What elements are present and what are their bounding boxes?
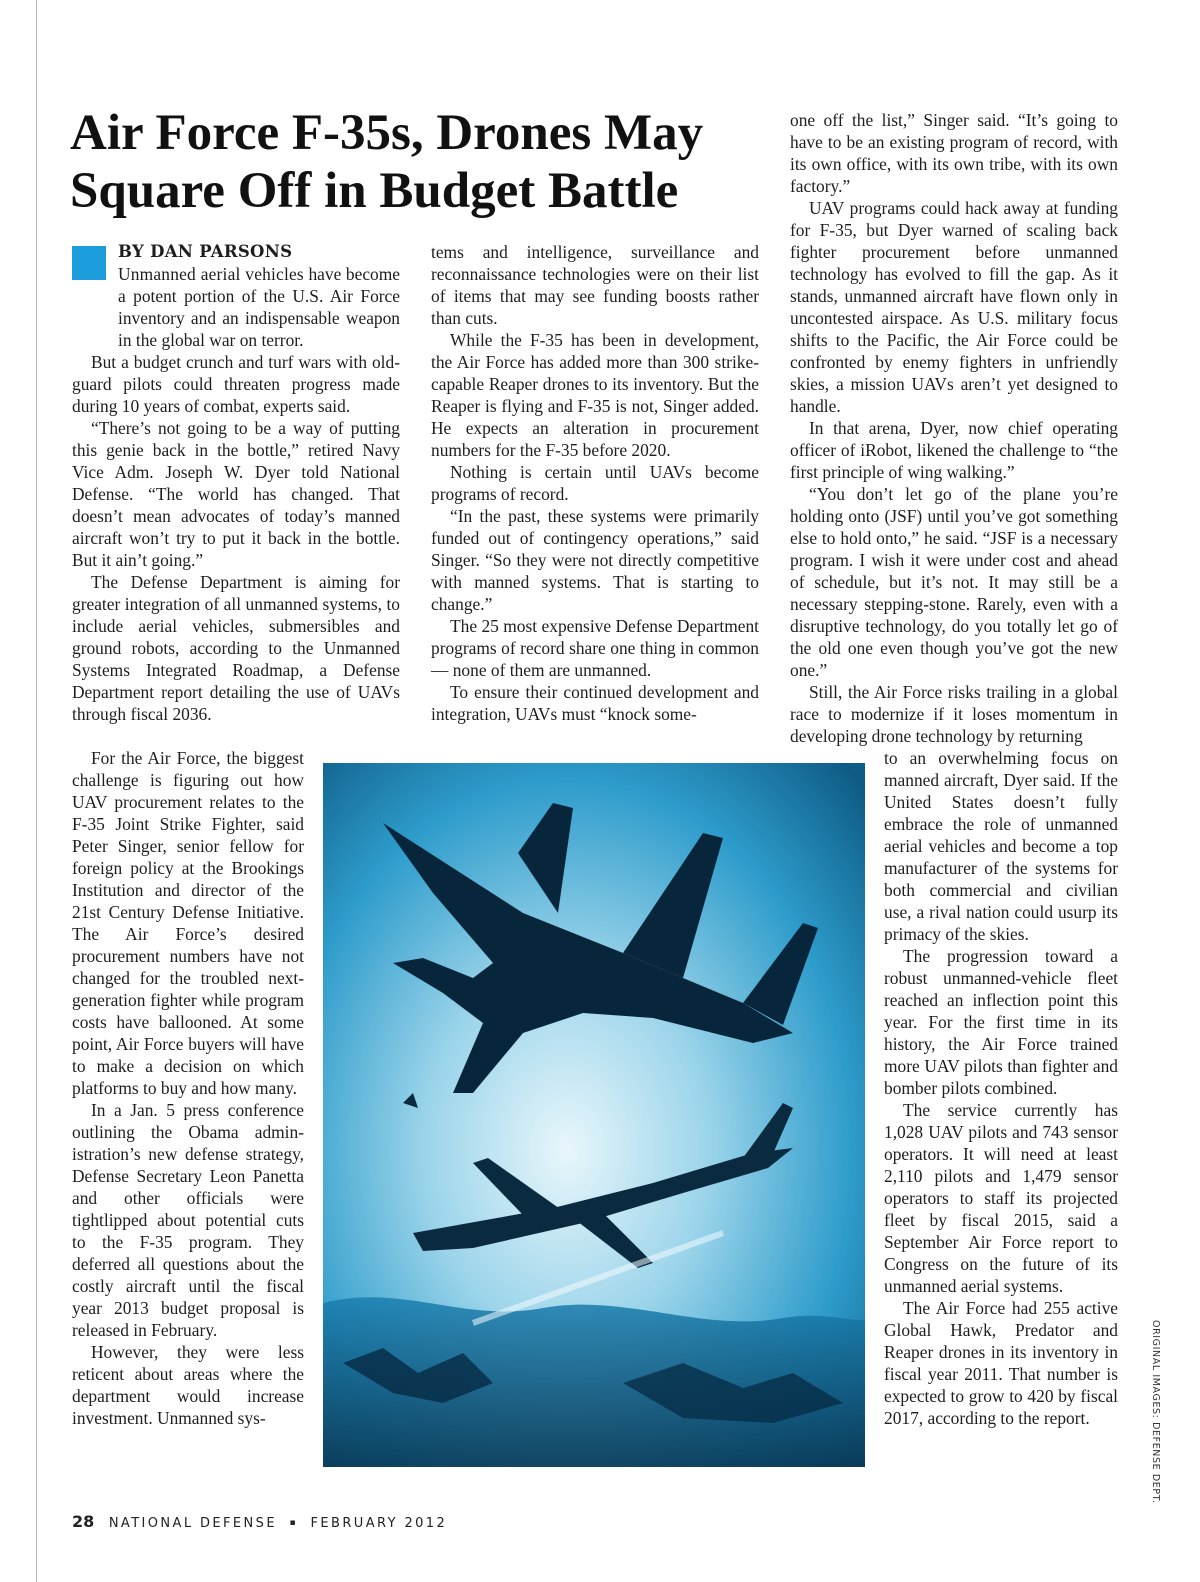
paragraph: To ensure their continued development and integration, UAVs must “knock some- [431,682,759,724]
page-margin-rule [36,0,37,1582]
paragraph: one off the list,” Singer said. “It’s going to have to be an existing program of record, with its own office, with its own tribe, with its own factory.” [790,110,1118,196]
fighter-and-drone-illustration [323,763,865,1467]
paragraph: But a budget crunch and turf wars with old-guard pilots could threaten progress made during 10 years of combat, experts said. [72,352,400,416]
paragraph: While the F-35 has been in development, the Air Force has added more than 300 strike-capable Reaper drones to its inventory. But the Reaper is flying and F-35 is not, Singer added. He expects an alteration in procurement numbers for the F-35 before 2020. [431,330,759,460]
headline-line-2: Square Off in Budget Battle [70,163,679,219]
paragraph: The Air Force had 255 active Global Hawk, Predator and Reaper drones in its inventory in fiscal year 2011. That number is expected to grow to 420 by fiscal 2017, according to the report. [884,1298,1118,1428]
paragraph: Nothing is certain until UAVs become programs of record. [431,462,759,504]
paragraph: UAV programs could hack away at funding for F-35, but Dyer warned of scaling back fighter procurement before unmanned technology has evolved to fill the gap. As it stands, unmanned aircraft have flown only in uncontested airspace. As U.S. military focus shifts to the Pacific, the Air Force could be confronted by enemy fighters in unfriendly skies, a mission UAVs aren’t yet designed to handle. [790,198,1118,416]
article-headline [70,104,760,220]
headline-line-1: Air Force F-35s, Drones May [70,105,704,161]
paragraph: The 25 most expensive Defense Department programs of record share one thing in common — none of them are unmanned. [431,616,759,680]
paragraph: “In the past, these systems were primarily funded out of contingency operations,” said Singer. “So they were not directly competitive with manned systems. That is starting to change.” [431,506,759,614]
lead-in-text: Unmanned aerial vehicles [118,264,304,284]
paragraph: However, they were less reticent about areas where the department would increase investment. Unmanned sys- [72,1342,304,1428]
paragraph: “You don’t let go of the plane you’re holding onto (JSF) until you’ve got something else to hold onto,” he said. “JSF is a necessary program. I wish it were under cost and ahead of schedule, but it’s not. It may still be a necessary stepping-stone. Rarely, even with a disruptive technology, do you totally let go of the old one even though you’ve got the new one.” [790,484,1118,680]
page-footer [72,1512,447,1531]
publication-name: NATIONAL DEFENSE [108,1516,277,1531]
footer-separator: ▪ [289,1518,298,1528]
paragraph: In that arena, Dyer, now chief operating officer of iRobot, likened the challenge to “the first principle of wing walking.” [790,418,1118,482]
issue-date: FEBRUARY 2012 [310,1516,448,1531]
column-1-top [72,241,400,725]
lead-paragraph-start: have become a potent portion of the U.S. Air Force inventory and an indispensable weapon in the global war on terror. [118,264,400,350]
byline: BY DAN PARSONS [118,242,293,261]
article-photo-illustration [323,763,865,1467]
paragraph: Still, the Air Force risks trailing in a global race to modernize if it loses momentum in developing drone technology by returning [790,682,1118,746]
paragraph: The service currently has 1,028 UAV pilots and 743 sensor operators. It will need at least 2,110 pilots and 1,479 sensor operators to staff its projected fleet by fiscal 2015, said a September Air Force report to Congress on the future of its unmanned aerial systems. [884,1100,1118,1296]
column-1-bottom [72,747,304,1429]
paragraph: The Defense Department is aiming for greater integration of all unmanned systems, to include aerial vehicles, submersibles and ground robots, according to the Unmanned Systems Integrated Roadmap, a Defense Department report detailing the use of UAVs through fiscal 2036. [72,572,400,724]
column-3-top [790,109,1118,747]
paragraph: For the Air Force, the biggest challenge is figuring out how UAV procurement relates to the F-35 Joint Strike Fighter, said Peter Singer, senior fellow for foreign policy at the Brookings Institution and director of the 21st Century Defense Initiative. The Air Force’s desired procurement numbers have not changed for the troubled next-generation fighter while program costs have ballooned. At some point, Air Force buyers will have to make a decision on which platforms to buy and how many. [72,748,304,1098]
page-number: 28 [72,1512,95,1531]
paragraph: tems and intelligence, surveillance and reconnaissance technologies were on their list of items that may see funding boosts rather than cuts. [431,242,759,328]
section-accent-square [72,246,106,280]
column-2 [431,241,759,725]
paragraph: “There’s not going to be a way of putting this genie back in the bottle,” retired Navy Vice Adm. Joseph W. Dyer told National Defense. “The world has changed. That doesn’t mean advocates of today’s manned aircraft won’t try to put it back in the bottle. But it ain’t going.” [72,418,400,570]
byline-block [72,241,400,351]
paragraph: to an overwhelming focus on manned aircraft, Dyer said. If the United States doesn’t fully embrace the role of unmanned aerial vehicles and become a top manufacturer of the systems for both commercial and civilian use, a rival nation could usurp its primacy of the skies. [884,748,1118,944]
paragraph: In a Jan. 5 press conference outlining the Obama administration’s new defense strategy, Defense Secretary Leon Panetta and other officials were tightlipped about potential cuts to the F-35 program. They deferred all questions about the costly aircraft until the fiscal year 2013 budget proposal is released in February. [72,1100,304,1340]
lead-paragraph [118,263,400,351]
photo-credit: ORIGINAL IMAGES: DEFENSE DEPT. [1150,1320,1161,1504]
paragraph: The progression toward a robust unmanned-vehicle fleet reached an inflection point this year. For the first time in its history, the Air Force trained more UAV pilots than fighter and bomber pilots combined. [884,946,1118,1098]
column-3-bottom [884,747,1118,1429]
